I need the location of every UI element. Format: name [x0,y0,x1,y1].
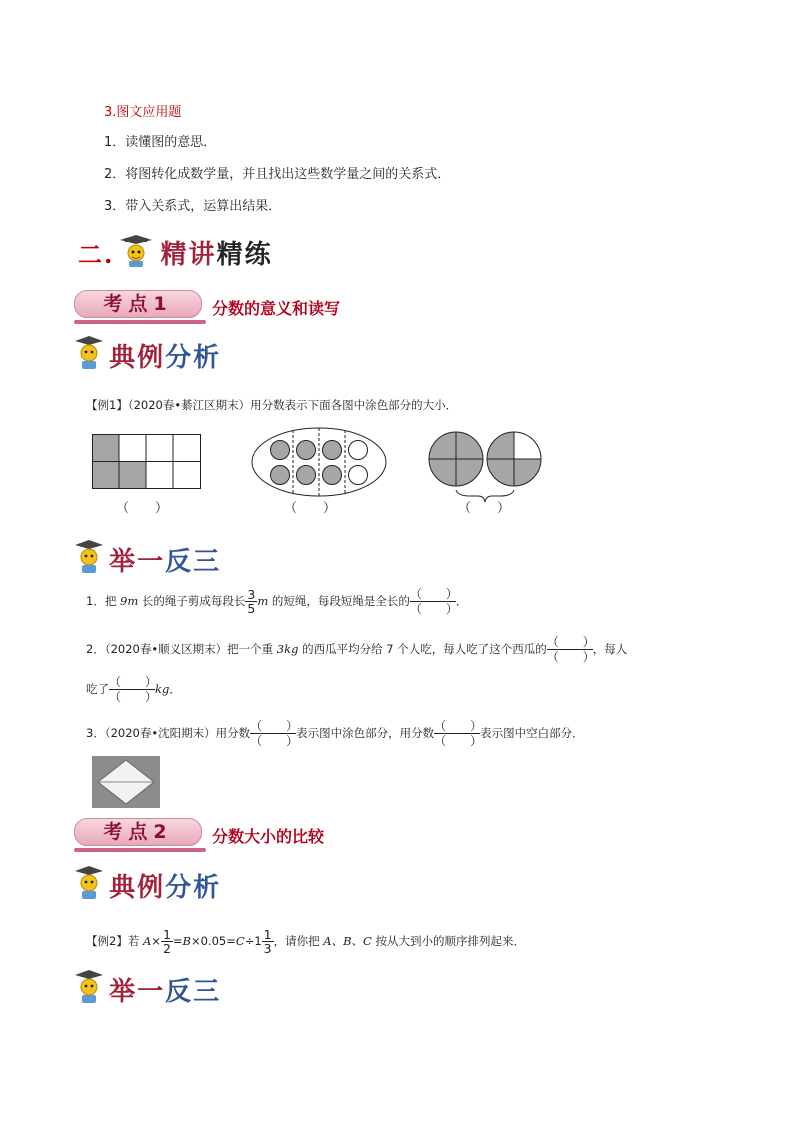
example-heading-b: 分析 [165,873,222,903]
practice-q2-line2: 吃了 $\frac{( )}{( )}$ kg． [86,675,181,704]
point2-banner [74,818,206,852]
fraction-3-5: $\frac{3}{5}$ [247,587,256,616]
point2-title: 分数大小的比较 [212,827,325,846]
example2-text: 【例2】若 A× $\frac{1}{2}$ =B×0.05=C÷1 $\frac{1}{3}$ ，请你把 A、B、C 按从大到小的顺序排列起来． [86,927,525,956]
chapter-number: 二. [78,240,115,269]
practice-q2: 2．（2020春•顺义区期末）把一个重 3kg 的西瓜平均分给 7 个人吃，每人吃了这个西瓜的 $\frac{( )}{( )}$ ，每人 [86,635,628,664]
example-heading-a: 典例 [109,873,166,903]
practice-heading-2 [74,970,221,1008]
blank-1: （ ） [116,501,169,516]
step-2: 2．将图转化成数学量，并且找出这些数学量之间的关系式． [104,167,451,182]
point1-title: 分数的意义和读写 [212,299,341,318]
example-heading-2 [74,866,221,904]
fraction-1-3: $\frac{1}{3}$ [263,927,272,956]
practice-heading-a: 举一 [109,977,166,1007]
practice-q3: 3．（2020春•沈阳期末）用分数 $\frac{( )}{( )}$ 表示图中涂色部分，用分数 $\frac{( )}{( )}$ 表示图中空白部分． [86,719,584,748]
figure-two-circles [428,428,548,508]
chapter-title-b: 精练 [216,240,273,270]
chapter-heading [78,234,273,274]
example1-text: 【例1】（2020春•綦江区期末）用分数表示下面各图中涂色部分的大小． [86,398,458,412]
example-heading-1 [74,336,221,374]
blank-3: （ ） [458,501,511,516]
figure-oval-circles [250,426,388,498]
scholar-icon [119,235,155,271]
practice-heading-b: 反三 [165,977,222,1007]
answer-fraction: $\frac{( )}{( )}$ [434,719,483,748]
point2-pill: 考点2 [74,818,202,846]
pill-underline [74,848,206,852]
point1-pill: 考点1 [74,290,202,318]
step-3: 3．带入关系式，运算出结果． [104,199,282,214]
practice-heading-a: 举一 [109,547,166,577]
example-heading-b: 分析 [165,343,222,373]
point1-banner [74,290,206,324]
answer-fraction: $\frac{( )}{( )}$ [109,675,158,704]
scholar-icon [74,866,104,902]
figure-grid [92,434,202,490]
chapter-title-a: 精讲 [160,240,217,270]
answer-fraction: $\frac{( )}{( )}$ [546,635,595,664]
scholar-icon [74,970,104,1006]
scholar-icon [74,540,104,576]
example-heading-a: 典例 [109,343,166,373]
figure-diamond [92,756,160,808]
practice-heading-b: 反三 [165,547,222,577]
answer-fraction: $\frac{( )}{( )}$ [409,587,458,616]
pill-underline [74,320,206,324]
step-1: 1．读懂图的意思． [104,135,217,150]
fraction-1-2: $\frac{1}{2}$ [162,927,171,956]
section3-title: 3.图文应用题 [104,105,182,120]
practice-heading-1 [74,540,221,578]
practice-q1: 1．把 9m 长的绳子剪成每段长 $\frac{3}{5}$ m 的短绳，每段短绳是全长的 $\frac{( )}{( )}$ ． [86,587,468,616]
answer-fraction: $\frac{( )}{( )}$ [250,719,299,748]
scholar-icon [74,336,104,372]
blank-2: （ ） [284,501,337,516]
